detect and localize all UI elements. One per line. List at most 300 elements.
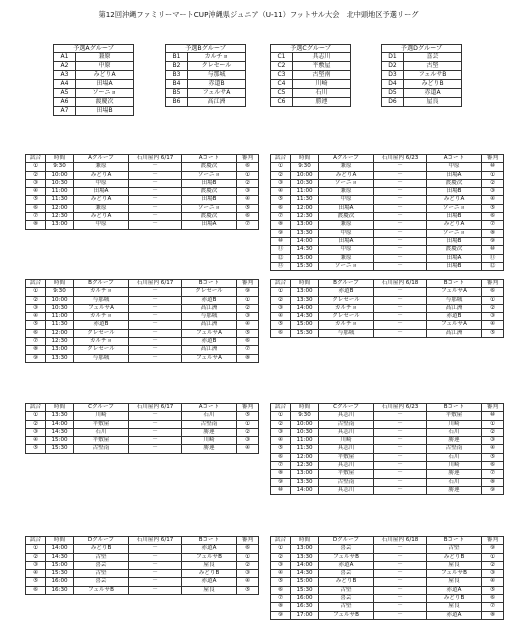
match-row: [271, 213, 504, 221]
home-team: 赤道B: [319, 288, 374, 296]
match-row: [26, 586, 259, 594]
match-number: ⑤: [26, 196, 46, 204]
home-team: 喜芸: [319, 570, 374, 578]
separator: －: [374, 204, 427, 212]
referee: ①: [482, 296, 504, 304]
match-row: [26, 578, 259, 586]
match-time: 12:00: [46, 204, 74, 212]
match-row: [271, 262, 504, 270]
match-row: [26, 553, 259, 561]
match-number: ①: [271, 545, 291, 553]
match-row: [26, 171, 259, 179]
match-number: ⑥: [271, 329, 291, 337]
separator: －: [129, 412, 182, 420]
match-row: [271, 188, 504, 196]
group-table-2: [165, 44, 246, 107]
referee: ⑤: [237, 204, 259, 212]
home-team: みどりA: [74, 213, 129, 221]
match-time: 13:30: [46, 354, 74, 362]
match-row: [26, 561, 259, 569]
home-team: 古堅南: [74, 445, 129, 453]
match-number: ④: [26, 437, 46, 445]
separator: －: [374, 603, 427, 611]
match-time: 15:00: [46, 437, 74, 445]
away-team: 川崎: [427, 462, 482, 470]
home-team: 喜芸: [319, 595, 374, 603]
away-team: 田場A: [427, 254, 482, 262]
separator: －: [129, 420, 182, 428]
match-time: 12:30: [46, 338, 74, 346]
header-separator: 石川屋内 6/23: [374, 155, 427, 163]
group-row: [166, 62, 246, 71]
referee: ⑦: [237, 221, 259, 229]
referee: ⑩: [482, 163, 504, 171]
group-row: [54, 71, 134, 80]
referee: ④: [237, 196, 259, 204]
referee: ⑧: [482, 478, 504, 486]
separator: －: [374, 288, 427, 296]
header-separator: 石川屋内 6/18: [374, 280, 427, 288]
match-number: ①: [26, 545, 46, 553]
separator: －: [129, 437, 182, 445]
match-row: [271, 561, 504, 569]
match-time: 16:00: [291, 595, 319, 603]
away-team: 高江洲: [182, 304, 237, 312]
referee: ⑤: [482, 586, 504, 594]
match-number: ⑤: [271, 196, 291, 204]
header-referee: 審判: [237, 280, 259, 288]
referee: ①: [482, 420, 504, 428]
referee: ④: [237, 445, 259, 453]
separator: －: [129, 354, 182, 362]
group-row: [271, 89, 351, 98]
match-row: [271, 313, 504, 321]
home-team: 具志川: [319, 428, 374, 436]
separator: －: [129, 578, 182, 586]
match-number: ⑦: [26, 338, 46, 346]
match-time: 10:30: [291, 428, 319, 436]
group-row: [166, 98, 246, 107]
team-name: 平敷屋: [293, 62, 351, 71]
match-row: [26, 213, 259, 221]
match-number: ①: [271, 163, 291, 171]
away-team: 赤道B: [182, 296, 237, 304]
referee: ②: [482, 561, 504, 569]
referee: ①: [482, 553, 504, 561]
match-time: 14:00: [291, 486, 319, 494]
home-team: 具志川: [319, 462, 374, 470]
separator: －: [374, 453, 427, 461]
separator: －: [374, 553, 427, 561]
header-separator: 石川屋内 6/17: [129, 280, 182, 288]
referee: ③: [237, 188, 259, 196]
referee: ⑥: [237, 338, 259, 346]
header-referee: 審判: [482, 155, 504, 163]
match-time: 14:00: [46, 420, 74, 428]
away-team: 石川: [427, 453, 482, 461]
match-row: [26, 296, 259, 304]
header-away-team: Bコート: [182, 280, 237, 288]
header-match-time: 時間: [291, 155, 319, 163]
match-time: 12:00: [291, 453, 319, 461]
referee: ③: [237, 437, 259, 445]
away-team: 渡慶次: [427, 179, 482, 187]
referee: ⑦: [482, 470, 504, 478]
match-number: ⑧: [271, 603, 291, 611]
referee: ①: [237, 171, 259, 179]
group-row: [54, 62, 134, 71]
match-time: 15:00: [291, 578, 319, 586]
referee: ②: [237, 304, 259, 312]
match-row: [271, 221, 504, 229]
header-match-number: 試合: [271, 404, 291, 412]
header-home-team: Dグループ: [319, 537, 374, 545]
match-row: [271, 595, 504, 603]
referee: ①: [237, 553, 259, 561]
away-team: みどりA: [427, 221, 482, 229]
team-name: カルチョ: [188, 53, 246, 62]
home-team: みどりA: [319, 171, 374, 179]
header-home-team: Aグループ: [319, 155, 374, 163]
separator: －: [374, 213, 427, 221]
home-team: 兼原: [74, 163, 129, 171]
separator: －: [374, 486, 427, 494]
header-away-team: Aコート: [427, 155, 482, 163]
team-name: 中原: [76, 62, 134, 71]
away-team: フェルサA: [427, 321, 482, 329]
away-team: 田場B: [182, 179, 237, 187]
header-match-number: 試合: [26, 537, 46, 545]
match-row: [26, 329, 259, 337]
separator: －: [374, 321, 427, 329]
separator: －: [374, 570, 427, 578]
match-number: ③: [271, 561, 291, 569]
schedule-header: [26, 280, 259, 288]
home-team: 兼原: [319, 254, 374, 262]
home-team: 平敷屋: [74, 420, 129, 428]
header-separator: 石川屋内 6/23: [374, 404, 427, 412]
referee: ⑤: [237, 412, 259, 420]
match-row: [271, 545, 504, 553]
group-code: C1: [271, 53, 293, 62]
away-team: 古堅南: [427, 445, 482, 453]
away-team: 平敷屋: [427, 412, 482, 420]
home-team: 田場A: [74, 188, 129, 196]
separator: －: [374, 163, 427, 171]
match-time: 11:30: [46, 196, 74, 204]
away-team: 渡慶次: [427, 246, 482, 254]
referee: ②: [237, 428, 259, 436]
match-time: 13:00: [46, 346, 74, 354]
match-number: ⑥: [271, 204, 291, 212]
separator: －: [374, 188, 427, 196]
away-team: 中原: [427, 163, 482, 171]
home-team: 平敷屋: [74, 437, 129, 445]
group-row: [54, 80, 134, 89]
match-time: 15:30: [46, 445, 74, 453]
away-team: 赤道A: [427, 611, 482, 619]
match-row: [26, 196, 259, 204]
header-home-team: Dグループ: [74, 537, 129, 545]
match-number: ①: [271, 288, 291, 296]
match-row: [271, 254, 504, 262]
header-match-number: 試合: [271, 280, 291, 288]
match-row: [271, 453, 504, 461]
match-number: ③: [26, 561, 46, 569]
match-row: [271, 578, 504, 586]
referee: ①: [482, 171, 504, 179]
match-time: 9:30: [291, 412, 319, 420]
away-team: 古堅: [427, 545, 482, 553]
group-code: B5: [166, 89, 188, 98]
team-name: ソーニョ: [76, 89, 134, 98]
match-row: [26, 412, 259, 420]
home-team: みどりA: [74, 196, 129, 204]
match-time: 12:00: [46, 329, 74, 337]
separator: －: [374, 445, 427, 453]
separator: －: [374, 595, 427, 603]
separator: －: [374, 578, 427, 586]
match-time: 15:30: [291, 262, 319, 270]
away-team: みどりA: [427, 196, 482, 204]
match-time: 13:30: [291, 553, 319, 561]
away-team: 屋良: [182, 586, 237, 594]
group-table-4: [381, 44, 462, 107]
match-time: 13:00: [46, 221, 74, 229]
header-match-number: 試合: [271, 537, 291, 545]
match-time: 13:00: [291, 470, 319, 478]
group-code: B3: [166, 71, 188, 80]
away-team: 赤道B: [182, 338, 237, 346]
home-team: 古堅: [74, 553, 129, 561]
referee: ④: [482, 578, 504, 586]
away-team: ソーニョ: [427, 204, 482, 212]
schedule-table-7: [25, 536, 259, 595]
match-number: ④: [271, 437, 291, 445]
away-team: 石川: [427, 428, 482, 436]
away-team: 屋良: [182, 561, 237, 569]
match-number: ⑤: [26, 578, 46, 586]
away-team: みどりB: [427, 553, 482, 561]
team-name: 兼原: [76, 53, 134, 62]
team-name: フェルサA: [188, 89, 246, 98]
away-team: 古堅南: [182, 420, 237, 428]
group-code: B2: [166, 62, 188, 71]
header-home-team: Cグループ: [74, 404, 129, 412]
group-code: C2: [271, 62, 293, 71]
match-number: ④: [271, 188, 291, 196]
header-away-team: Aコート: [182, 155, 237, 163]
home-team: 川崎: [319, 437, 374, 445]
home-team: みどりB: [319, 578, 374, 586]
header-away-team: Bコート: [427, 280, 482, 288]
separator: －: [374, 196, 427, 204]
home-team: カルチョ: [319, 321, 374, 329]
home-team: 古堅南: [319, 478, 374, 486]
separator: －: [129, 586, 182, 594]
match-number: ①: [271, 412, 291, 420]
match-number: ⑥: [26, 204, 46, 212]
header-referee: 審判: [482, 537, 504, 545]
home-team: 喜芸: [74, 561, 129, 569]
away-team: ソーニョ: [427, 229, 482, 237]
referee: ⑦: [237, 346, 259, 354]
match-time: 14:00: [291, 561, 319, 569]
referee: ⑨: [482, 545, 504, 553]
away-team: フェルサA: [427, 288, 482, 296]
group-code: C4: [271, 80, 293, 89]
match-row: [26, 570, 259, 578]
match-number: ⑨: [271, 478, 291, 486]
away-team: 与那城: [427, 296, 482, 304]
match-row: [271, 304, 504, 312]
group-row: [271, 53, 351, 62]
match-row: [26, 313, 259, 321]
home-team: 古堅: [74, 570, 129, 578]
away-team: フェルサA: [182, 354, 237, 362]
separator: －: [374, 428, 427, 436]
team-name: 赤道B: [188, 80, 246, 89]
match-time: 14:00: [291, 237, 319, 245]
referee: ⑥: [482, 213, 504, 221]
header-match-time: 時間: [291, 280, 319, 288]
home-team: フェルサB: [74, 586, 129, 594]
home-team: 兼原: [74, 204, 129, 212]
team-name: クレセール: [188, 62, 246, 71]
match-row: [271, 437, 504, 445]
away-team: 赤道B: [427, 313, 482, 321]
group-code: D4: [382, 80, 404, 89]
match-time: 12:30: [291, 213, 319, 221]
match-number: ③: [271, 428, 291, 436]
schedule-header: [271, 537, 504, 545]
separator: －: [129, 553, 182, 561]
match-number: ⑥: [26, 329, 46, 337]
match-number: ⑤: [26, 321, 46, 329]
header-home-team: Bグループ: [319, 280, 374, 288]
group-title: 予選Cグループ: [271, 45, 351, 53]
group-code: A4: [54, 80, 76, 89]
away-team: 田場B: [427, 237, 482, 245]
group-code: A5: [54, 89, 76, 98]
match-number: ⑧: [271, 221, 291, 229]
away-team: 石川: [427, 478, 482, 486]
separator: －: [374, 246, 427, 254]
header-match-time: 時間: [46, 404, 74, 412]
match-number: ⑤: [271, 578, 291, 586]
separator: －: [374, 237, 427, 245]
match-time: 13:00: [291, 545, 319, 553]
away-team: 与那城: [182, 313, 237, 321]
referee: ⑨: [237, 288, 259, 296]
header-referee: 審判: [237, 155, 259, 163]
referee: ⑥: [482, 595, 504, 603]
away-team: 勝連: [182, 445, 237, 453]
match-row: [271, 570, 504, 578]
group-title: 予選Bグループ: [166, 45, 246, 53]
group-row: [54, 53, 134, 62]
referee: ③: [237, 313, 259, 321]
match-number: ①: [26, 412, 46, 420]
match-number: ③: [26, 304, 46, 312]
header-away-team: Bコート: [427, 537, 482, 545]
home-team: ソーニョ: [319, 262, 374, 270]
referee: ⑧: [482, 611, 504, 619]
team-name: 渡慶次: [76, 98, 134, 107]
home-team: 中原: [74, 221, 129, 229]
header-referee: 審判: [237, 537, 259, 545]
home-team: 石川: [74, 428, 129, 436]
referee: ⑨: [482, 486, 504, 494]
away-team: フェルサB: [427, 570, 482, 578]
match-row: [271, 412, 504, 420]
group-code: A3: [54, 71, 76, 80]
separator: －: [129, 428, 182, 436]
schedule-table-3: [25, 279, 259, 363]
separator: －: [374, 171, 427, 179]
match-number: ⑥: [271, 586, 291, 594]
match-number: ⑧: [26, 346, 46, 354]
group-code: A7: [54, 107, 76, 116]
referee: ③: [482, 313, 504, 321]
match-row: [271, 163, 504, 171]
away-team: フェルサA: [182, 329, 237, 337]
match-number: ⑬: [271, 262, 291, 270]
match-time: 13:30: [291, 478, 319, 486]
group-row: [382, 53, 462, 62]
header-away-team: Bコート: [182, 537, 237, 545]
team-name: 田場B: [76, 107, 134, 116]
match-row: [26, 338, 259, 346]
match-time: 14:30: [291, 313, 319, 321]
group-table-3: [270, 44, 351, 107]
group-code: A1: [54, 53, 76, 62]
header-separator: 石川屋内 6/17: [129, 537, 182, 545]
away-team: ソーニョ: [182, 171, 237, 179]
separator: －: [129, 445, 182, 453]
separator: －: [129, 188, 182, 196]
match-row: [271, 470, 504, 478]
referee: ②: [482, 304, 504, 312]
separator: －: [374, 462, 427, 470]
team-name: 田場A: [76, 80, 134, 89]
separator: －: [129, 179, 182, 187]
home-team: 喜芸: [319, 545, 374, 553]
match-row: [26, 288, 259, 296]
match-time: 15:00: [291, 321, 319, 329]
home-team: 古堅: [319, 586, 374, 594]
match-time: 14:30: [291, 246, 319, 254]
match-time: 10:00: [291, 171, 319, 179]
match-row: [271, 329, 504, 337]
match-row: [26, 428, 259, 436]
group-row: [166, 53, 246, 62]
separator: －: [374, 470, 427, 478]
group-code: C3: [271, 71, 293, 80]
match-number: ②: [26, 296, 46, 304]
separator: －: [129, 561, 182, 569]
referee: ③: [482, 437, 504, 445]
separator: －: [374, 229, 427, 237]
team-name: 古堅南: [293, 71, 351, 80]
home-team: 中原: [319, 196, 374, 204]
match-number: ②: [271, 296, 291, 304]
match-time: 13:00: [291, 221, 319, 229]
match-row: [271, 445, 504, 453]
referee: ⑥: [482, 288, 504, 296]
away-team: 渡慶次: [182, 213, 237, 221]
away-team: クレセール: [182, 288, 237, 296]
